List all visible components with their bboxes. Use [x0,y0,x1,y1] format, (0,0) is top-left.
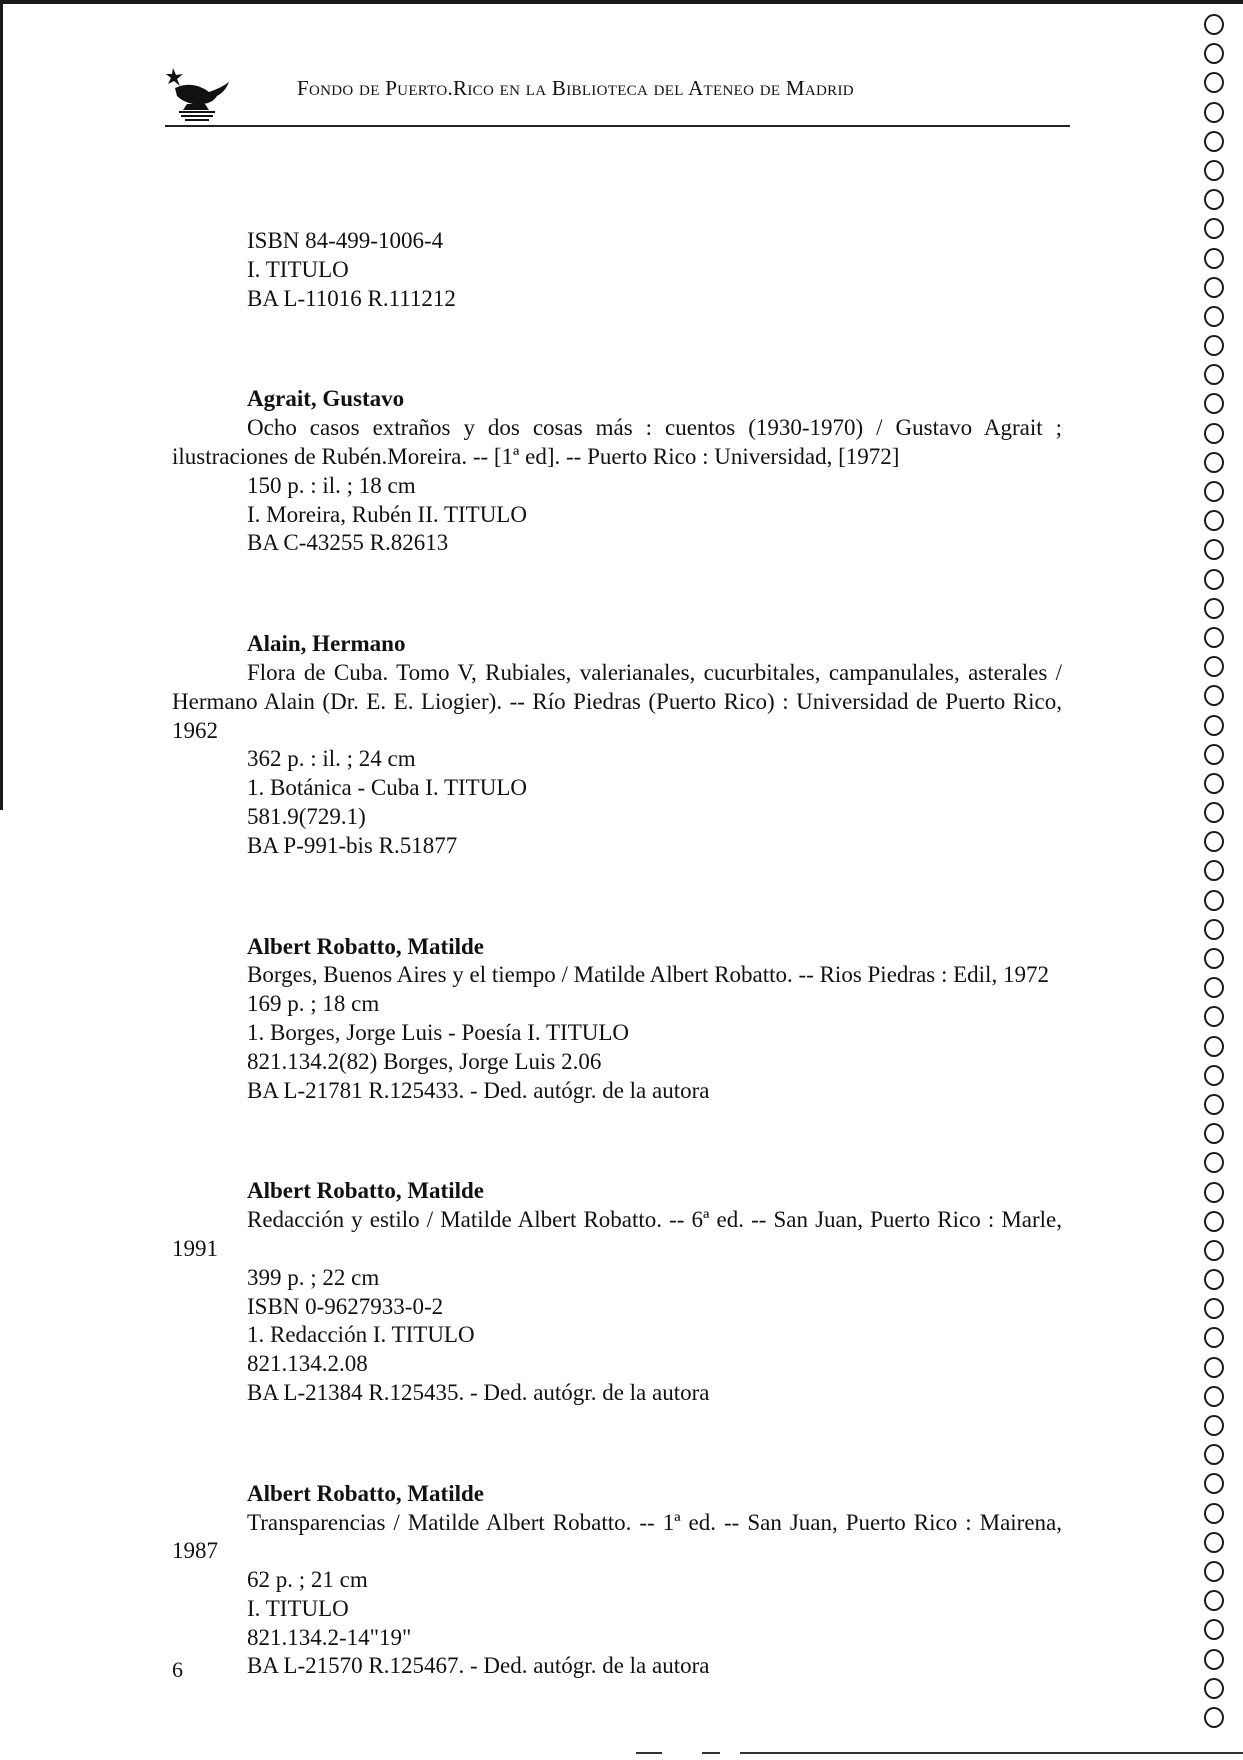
binder-hole-icon [1204,744,1224,765]
catalog-entry [172,1177,1062,1407]
entry-description: Transparencias / Matilde Albert Robatto. -- 1ª ed. -- San Juan, Puerto Rico : Mairena, 1987 [172,1509,1062,1564]
binder-hole-icon [1204,452,1224,473]
binder-hole-icon [1204,919,1224,940]
header-title: Fondo de Puerto.Rico en la Biblioteca del Ateneo de Madrid [297,76,854,100]
binder-hole-icon [1204,890,1224,911]
entry-description: Borges, Buenos Aires y el tiempo / Matilde Albert Robatto. -- Rios Piedras : Edil, 1972 [247,962,1049,988]
binder-hole-icon [1204,160,1224,181]
binder-hole-icon [1204,1065,1224,1086]
binder-hole-icon [1204,831,1224,852]
entry-detail: BA L-11016 R.111212 [247,285,456,311]
entry-detail: ISBN 84-499-1006-4 [247,228,444,253]
binder-hole-icon [1204,1590,1224,1611]
entry-detail: 821.134.2(82) Borges, Jorge Luis 2.06 [247,1048,602,1074]
entry-detail: BA P-991-bis R.51877 [247,832,458,858]
entry-detail: 581.9(729.1) [247,803,366,829]
binder-hole-icon [1204,1182,1224,1203]
catalog-entry [172,933,1062,1106]
entry-detail: 169 p. ; 18 cm [247,991,380,1017]
binder-hole-icon [1204,1327,1224,1348]
scan-edge-bottom-dash [636,1752,662,1754]
binder-hole-icon [1204,802,1224,823]
binder-hole-icon [1204,1123,1224,1144]
catalog-entry [172,227,1062,313]
binder-hole-icon [1204,715,1224,736]
binder-hole-icon [1204,1386,1224,1407]
entry-detail: 821.134.2-14"19" [247,1624,412,1650]
binder-hole-icon [1204,773,1224,794]
binder-hole-icon [1204,1678,1224,1699]
entry-detail: 399 p. ; 22 cm [247,1264,380,1290]
entry-author: Albert Robatto, Matilde [247,933,484,959]
entry-detail: BA L-21384 R.125435. - Ded. autógr. de la autora [247,1379,710,1405]
entry-author: Agrait, Gustavo [247,386,405,412]
binder-hole-icon [1204,1269,1224,1290]
binder-hole-icon [1204,1415,1224,1436]
catalog-entry [172,1480,1062,1682]
lamp-logo-icon [165,66,235,122]
entry-detail: I. Moreira, Rubén II. TITULO [247,501,527,527]
page-number: 6 [172,1657,183,1682]
binder-hole-icon [1204,1298,1224,1319]
entry-detail: BA L-21570 R.125467. - Ded. autógr. de la autora [247,1653,710,1679]
entry-description: Redacción y estilo / Matilde Albert Robatto. -- 6ª ed. -- San Juan, Puerto Rico : Marle, 1991 [172,1207,1062,1261]
binder-hole-icon [1204,1649,1224,1670]
binder-hole-icon [1204,510,1224,531]
binder-hole-icon [1204,569,1224,590]
binder-hole-icon [1204,1444,1224,1465]
entry-detail: 62 p. ; 21 cm [247,1567,368,1593]
entry-detail: I. TITULO [247,256,349,282]
binder-hole-icon [1204,189,1224,210]
catalog-entry [172,630,1062,860]
binder-hole-icon [1204,131,1224,152]
binder-hole-icon [1204,1006,1224,1027]
entry-detail: 1. Redacción I. TITULO [247,1322,475,1348]
binder-hole-icon [1204,948,1224,969]
entry-author: Albert Robatto, Matilde [247,1178,484,1204]
binder-hole-icon [1204,1503,1224,1524]
binder-holes [1204,14,1234,1736]
binder-hole-icon [1204,598,1224,619]
catalog-entry [172,385,1062,558]
entry-detail: BA L-21781 R.125433. - Ded. autógr. de la autora [247,1077,710,1103]
binder-hole-icon [1204,1211,1224,1232]
binder-hole-icon [1204,102,1224,123]
binder-hole-icon [1204,364,1224,385]
binder-hole-icon [1204,977,1224,998]
entry-author: Alain, Hermano [247,631,406,657]
binder-hole-icon [1204,1532,1224,1553]
entry-detail: 150 p. : il. ; 18 cm [247,472,416,498]
binder-hole-icon [1204,1473,1224,1494]
entry-description: Ocho casos extraños y dos cosas más : cuentos (1930-1970) / Gustavo Agrait ; ilustraciones de Rubén.Moreira. -- [1ª ed]. -- Puerto Rico : Universidad, [1972] [172,415,1062,469]
entry-detail: 821.134.2.08 [247,1351,368,1377]
binder-hole-icon [1204,685,1224,706]
scan-edge-top [0,0,1243,4]
binder-hole-icon [1204,656,1224,677]
entry-detail: 1. Botánica - Cuba I. TITULO [247,775,527,801]
entry-detail: BA C-43255 R.82613 [247,530,449,556]
entry-detail: 362 p. : il. ; 24 cm [247,746,416,772]
binder-hole-icon [1204,481,1224,502]
scan-edge-left [0,0,3,810]
binder-hole-icon [1204,393,1224,414]
binder-hole-icon [1204,306,1224,327]
scan-edge-bottom [740,1752,1243,1754]
binder-hole-icon [1204,1357,1224,1378]
binder-hole-icon [1204,277,1224,298]
binder-hole-icon [1204,72,1224,93]
binder-hole-icon [1204,1240,1224,1261]
binder-hole-icon [1204,423,1224,444]
entry-detail: ISBN 0-9627933-0-2 [247,1293,444,1319]
binder-hole-icon [1204,248,1224,269]
entry-detail: I. TITULO [247,1595,349,1621]
binder-hole-icon [1204,43,1224,64]
binder-hole-icon [1204,1036,1224,1057]
binder-hole-icon [1204,1094,1224,1115]
binder-hole-icon [1204,335,1224,356]
entry-author: Albert Robatto, Matilde [247,1480,484,1506]
binder-hole-icon [1204,218,1224,239]
page-header [165,66,1070,128]
binder-hole-icon [1204,14,1224,35]
scan-edge-bottom-dash [702,1752,720,1754]
binder-hole-icon [1204,1619,1224,1640]
binder-hole-icon [1204,627,1224,648]
entry-description: Flora de Cuba. Tomo V, Rubiales, valerianales, cucurbitales, campanulales, asterales / Hermano Alain (Dr. E. E. Liogier). -- Río Piedras (Puerto Rico) : Universidad de Puerto Rico, 1962 [172,659,1062,743]
catalog-entries [172,227,1062,1681]
binder-hole-icon [1204,1707,1224,1728]
header-rule [165,125,1070,127]
binder-hole-icon [1204,1152,1224,1173]
binder-hole-icon [1204,860,1224,881]
binder-hole-icon [1204,1561,1224,1582]
binder-hole-icon [1204,539,1224,560]
entry-detail: 1. Borges, Jorge Luis - Poesía I. TITULO [247,1019,630,1045]
